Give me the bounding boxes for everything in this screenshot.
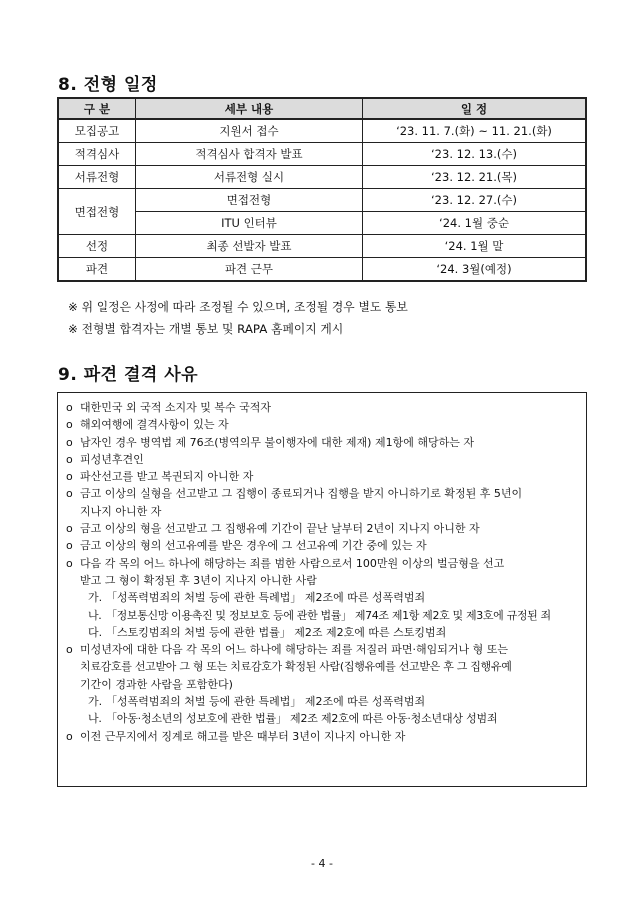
item-text: 대한민국 외 국적 소지자 및 복수 국적자	[80, 401, 271, 414]
item-continuation: 받고 그 형이 확정된 후 3년이 지나지 아니한 사람	[80, 573, 317, 587]
row-detail: 지원서 접수	[136, 119, 363, 143]
table-row	[58, 143, 586, 166]
item-continuation: 치료감호를 선고받아 그 형 또는 치료감호가 확정된 사람(집행유예를 선고받은 후 그 집행유예	[80, 660, 512, 674]
item-text: 피성년후견인	[80, 452, 144, 466]
bullet-icon: o	[66, 452, 73, 466]
sub-item-text: 「성폭력범죄의 처벌 등에 관한 특례법」 제2조에 따른 성폭력범죄	[106, 591, 426, 605]
bullet-icon: o	[66, 470, 73, 484]
table-row	[58, 258, 586, 282]
row-date: ‘23. 12. 13.(수)	[363, 143, 587, 166]
row-date: ‘24. 1월 중순	[363, 212, 587, 235]
row-detail: 면접전형	[136, 189, 363, 212]
page-number: - 4 -	[311, 857, 333, 870]
sub-item	[66, 624, 580, 641]
item-text: 금고 이상의 형의 선고유예를 받은 경우에 그 선고유예 기간 중에 있는 자	[80, 539, 427, 553]
schedule-table	[57, 97, 587, 282]
item-text: 금고 이상의 형을 선고받고 그 집행유예 기간이 끝난 날부터 2년이 지나지 아니한 자	[80, 522, 480, 536]
section-8-title: 8. 전형 일정	[58, 75, 158, 95]
row-category: 적격심사	[58, 143, 136, 166]
sub-item-text: 「스토킹범죄의 처벌 등에 관한 법률」 제2조 제2호에 따른 스토킹범죄	[106, 625, 447, 639]
bullet-icon: o	[66, 539, 73, 553]
bullet-icon: o	[66, 418, 73, 432]
sub-item	[66, 693, 580, 710]
sub-item-label: 나.	[88, 608, 102, 622]
list-item	[66, 399, 580, 416]
item-text: 파산선고를 받고 복권되지 아니한 자	[80, 470, 254, 484]
note-line: ※ 전형별 합격자는 개별 통보 및 RAPA 홈페이지 게시	[68, 322, 344, 336]
row-category: 면접전형	[58, 189, 136, 235]
item-continuation: 지나지 아니한 자	[80, 504, 162, 518]
section-9-title: 9. 파견 결격 사유	[58, 365, 199, 385]
item-text: 미성년자에 대한 다음 각 목의 어느 하나에 해당하는 죄를 저질러 파면·해임되거나 형 또는	[80, 643, 508, 657]
sub-item-text: 「아동·청소년의 성보호에 관한 법률」 제2조 제2호에 따른 아동·청소년대상 성범죄	[106, 712, 498, 726]
header-date: 일 정	[363, 98, 587, 119]
row-date: ‘23. 12. 27.(수)	[363, 189, 587, 212]
table-header-row	[58, 98, 586, 119]
list-item	[66, 451, 580, 468]
table-row	[58, 235, 586, 258]
schedule-notes	[68, 296, 408, 340]
sub-item	[66, 589, 580, 606]
row-category: 선정	[58, 235, 136, 258]
row-category: 서류전형	[58, 166, 136, 189]
sub-item-text: 「성폭력범죄의 처벌 등에 관한 특례법」 제2조에 따른 성폭력범죄	[106, 695, 426, 709]
table-row	[58, 119, 586, 143]
row-detail: 최종 선발자 발표	[136, 235, 363, 258]
item-text: 금고 이상의 실형을 선고받고 그 집행이 종료되거나 집행을 받지 아니하기로 확정된 후 5년이	[80, 487, 523, 501]
row-date: ‘24. 1월 말	[363, 235, 587, 258]
sub-item-label: 나.	[88, 712, 102, 726]
table-row	[58, 166, 586, 189]
row-date: ‘23. 12. 21.(목)	[363, 166, 587, 189]
bullet-icon: o	[66, 556, 73, 570]
list-item	[66, 728, 580, 745]
sub-item-text: 「정보통신망 이용촉진 및 정보보호 등에 관한 법률」 제74조 제1항 제2호 및 제3호에 규정된 죄	[106, 608, 551, 622]
bullet-icon: o	[66, 401, 73, 414]
item-continuation: 기간이 경과한 사람을 포함한다)	[80, 677, 233, 691]
sub-item	[66, 607, 580, 624]
row-category: 파견	[58, 258, 136, 282]
row-detail: ITU 인터뷰	[136, 212, 363, 235]
item-text: 다음 각 목의 어느 하나에 해당하는 죄를 범한 사람으로서 100만원 이상의 벌금형을 선고	[80, 556, 505, 570]
header-category: 구 분	[58, 98, 136, 119]
bullet-icon: o	[66, 643, 73, 657]
row-detail: 적격심사 합격자 발표	[136, 143, 363, 166]
bullet-icon: o	[66, 487, 73, 501]
row-detail: 서류전형 실시	[136, 166, 363, 189]
sub-item-label: 다.	[88, 625, 103, 639]
bullet-icon: o	[66, 729, 73, 743]
list-item	[66, 641, 580, 658]
list-item	[66, 434, 580, 451]
list-item	[66, 468, 580, 485]
list-item	[66, 555, 580, 572]
row-date: ‘24. 3월(예정)	[363, 258, 587, 282]
note-line: ※ 위 일정은 사정에 따라 조정될 수 있으며, 조정될 경우 별도 통보	[68, 300, 408, 314]
row-date: ‘23. 11. 7.(화) ~ 11. 21.(화)	[363, 119, 587, 143]
item-text: 이전 근무지에서 징계로 해고를 받은 때부터 3년이 지나지 아니한 자	[80, 729, 406, 743]
row-category: 모집공고	[58, 119, 136, 143]
table-row	[58, 189, 586, 212]
list-item	[66, 485, 580, 502]
list-item	[66, 520, 580, 537]
sub-item-label: 가.	[88, 591, 103, 605]
list-item	[66, 537, 580, 554]
table-row	[58, 212, 586, 235]
header-detail: 세부 내용	[136, 98, 363, 119]
sub-item-label: 가.	[88, 695, 103, 709]
disqualification-box	[57, 392, 587, 787]
item-text: 해외여행에 결격사항이 있는 자	[80, 418, 229, 432]
bullet-icon: o	[66, 522, 73, 536]
list-item	[66, 416, 580, 433]
row-detail: 파견 근무	[136, 258, 363, 282]
item-text: 남자인 경우 병역법 제 76조(병역의무 불이행자에 대한 제재) 제1항에 해당하는 자	[80, 435, 474, 449]
bullet-icon: o	[66, 435, 73, 449]
sub-item	[66, 710, 580, 727]
